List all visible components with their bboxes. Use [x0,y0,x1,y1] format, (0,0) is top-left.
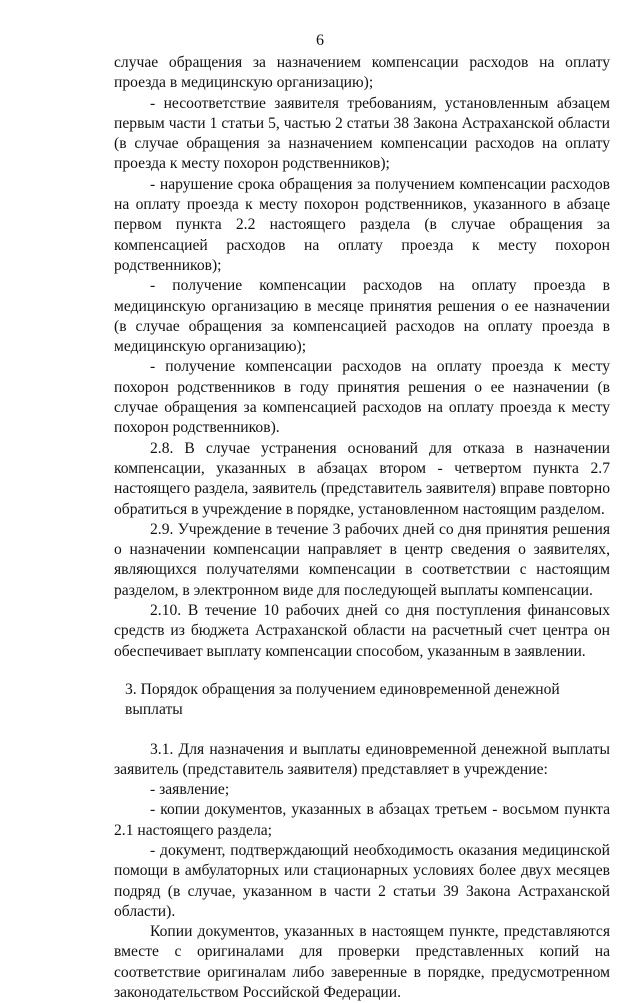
list-item-medical-document: - документ, подтверждающий необходимость оказания медицинской помощи в амбулаторных или стационарных условиях более двух месяцев подряд (в случае, указанном в части 2 статьи 39 Закона Астраханской области). [114,841,610,920]
list-item-application: - заявление; [150,781,230,799]
paragraph-continuation: случае обращения за назначением компенсации расходов на оплату проезда в медицинскую организацию); [114,54,610,92]
document-body [114,53,610,1003]
paragraph-2-10: 2.10. В течение 10 рабочих дней со дня поступления финансовых средств из бюджета Астраханской области на расчетный счет центра он обеспечивает выплату компенсации способом, указанным в заявлении. [114,602,610,660]
list-item-document-copies: - копии документов, указанных в абзацах третьем - восьмом пункта 2.1 настоящего раздела; [114,801,610,839]
section-heading: 3. Порядок обращения за получением единовременной денежной выплаты [125,680,560,719]
paragraph-refusal-ground-requirements: - несоответствие заявителя требованиям, установленным абзацем первым части 1 статьи 5, частью 2 статьи 38 Закона Астраханской области (в случае обращения за назначением компенсации расходов на оплату проезда к месту похорон родственников); [114,94,610,173]
paragraph-refusal-ground-funeral-year: - получение компенсации расходов на оплату проезда к месту похорон родственников в году принятия решения о ее назначении (в случае обращения за компенсацией расходов на оплату проезда к месту похорон родственников). [114,358,610,437]
paragraph-copies-originals: Копии документов, указанных в настоящем пункте, представляются вместе с оригиналами для проверки представленных копий на соответствие оригиналам либо заверенные в порядке, предусмотренном законодательством Российской Федерации. [114,923,610,1002]
paragraph-2-9: 2.9. Учреждение в течение 3 рабочих дней со дня принятия решения о назначении компенсации направляет в центр сведения о заявителях, являющихся получателями компенсации в соответствии с настоящим разделом, в электронном виде для последующей выплаты компенсации. [114,520,610,599]
paragraph-refusal-ground-deadline: - нарушение срока обращения за получением компенсации расходов на оплату проезда к месту похорон родственников, указанного в абзаце первом пункта 2.2 настоящего раздела (в случае обращения за компенсацией расходов на оплату проезда к месту похорон родственников); [114,175,610,274]
paragraph-refusal-ground-medical-month: - получение компенсации расходов на оплату проезда в медицинскую организацию в месяце принятия решения о ее назначении (в случае обращения за компенсацией расходов на оплату проезда в медицинскую организацию); [114,277,610,356]
paragraph-3-1: 3.1. Для назначения и выплаты единовременной денежной выплаты заявитель (представитель заявителя) представляет в учреждение: [114,740,610,778]
paragraph-2-8: 2.8. В случае устранения оснований для отказа в назначении компенсации, указанных в абзацах втором - четвертом пункта 2.7 настоящего раздела, заявитель (представитель заявителя) вправе повторно обратиться в учреждение в порядке, установленном настоящим разделом. [114,439,610,518]
page-number: 6 [316,32,324,49]
